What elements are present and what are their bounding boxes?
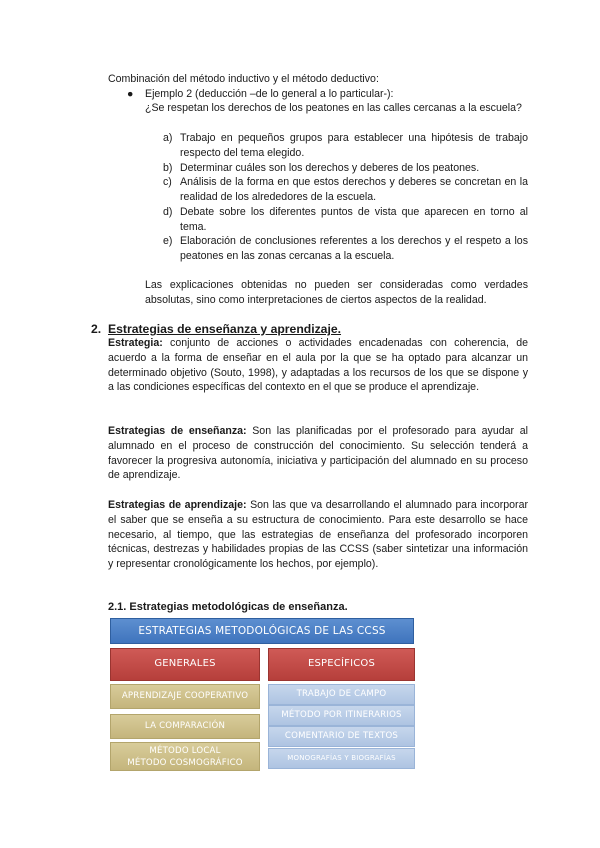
example-question: ¿Se respetan los derechos de los peatones en las calles cercanas a la escuela? bbox=[145, 102, 522, 114]
term-estrategia: Estrategia: bbox=[108, 337, 163, 349]
category-generales: GENERALES bbox=[110, 648, 260, 681]
bullet-icon: ● bbox=[127, 88, 134, 100]
section-title: Estrategias de enseñanza y aprendizaje. bbox=[108, 322, 342, 336]
specific-item: MONOGRAFÍAS Y BIOGRAFÍAS bbox=[268, 748, 415, 769]
list-item bbox=[163, 161, 528, 176]
example-conclusion: Las explicaciones obtenidas no pueden ser consideradas como verdades absolutas, sino como interpretaciones de ciertos aspectos de la realidad. bbox=[145, 279, 528, 306]
definition-estrategia: conjunto de acciones o actividades encadenadas con coherencia, de acuerdo a la forma de enseñar en el aula por la que se ha optado para alcanzar un determinado objetivo (Souto, 1998), y adaptadas a los recursos de los que se dispone y a las condiciones específicas del contexto en el que se produce el aprendizaje. bbox=[108, 337, 528, 394]
list-item bbox=[163, 234, 528, 264]
diagram-header: ESTRATEGIAS METODOLÓGICAS DE LAS CCSS bbox=[110, 618, 414, 644]
list-text: Elaboración de conclusiones referentes a los derechos y el respeto a los peatones en las zonas cercanas a la escuela. bbox=[180, 235, 528, 262]
term-ensenanza: Estrategias de enseñanza: bbox=[108, 425, 247, 437]
list-text: Determinar cuáles son los derechos y deberes de los peatones. bbox=[180, 162, 480, 174]
list-letter: a) bbox=[163, 132, 173, 144]
section-number: 2. bbox=[91, 322, 102, 336]
list-item bbox=[163, 205, 528, 235]
list-text: Trabajo en pequeños grupos para establecer una hipótesis de trabajo respecto del tema elegido. bbox=[180, 132, 528, 159]
definition-ensenanza: Son las planificadas por el profesorado para ayudar al alumnado en el proceso de construcción del conocimiento. Su selección tenderá a favorecer la progresiva autonomía, iniciativa y participación del alumnado en su proceso de aprendizaje. bbox=[108, 425, 528, 482]
list-letter: c) bbox=[163, 176, 172, 188]
specific-item: COMENTARIO DE TEXTOS bbox=[268, 726, 415, 747]
example-title: Ejemplo 2 (deducción –de lo general a lo particular-): bbox=[145, 88, 394, 100]
paragraph-estrategia bbox=[108, 336, 528, 395]
specific-item: TRABAJO DE CAMPO bbox=[268, 684, 415, 705]
intro-line: Combinación del método inductivo y el método deductivo: bbox=[108, 73, 379, 85]
paragraph-ensenanza bbox=[108, 424, 528, 483]
list-item bbox=[163, 131, 528, 161]
specific-item: MÉTODO POR ITINERARIOS bbox=[268, 705, 415, 726]
strategies-diagram bbox=[108, 618, 418, 770]
general-item: APRENDIZAJE COOPERATIVO bbox=[110, 684, 260, 709]
method-cosmographic-label: MÉTODO COSMOGRÁFICO bbox=[127, 757, 243, 768]
method-local-label: MÉTODO LOCAL bbox=[149, 745, 221, 756]
definition-aprendizaje: Son las que va desarrollando el alumnado para incorporar el saber que se enseña a su estructura de conocimiento. Para este desarrollo se hace necesario, al tiempo, que las estrategias de enseñanza del profesorado incorporen técnicas, destrezas y habilidades propias de las CCSS (saber sintetizar una información y representar cronológicamente los hechos, por ejemplo). bbox=[108, 499, 529, 571]
list-letter: e) bbox=[163, 235, 173, 247]
list-letter: b) bbox=[163, 162, 173, 174]
category-especificos: ESPECÍFICOS bbox=[268, 648, 415, 681]
subsection-title: 2.1. Estrategias metodológicas de enseñanza. bbox=[108, 601, 348, 613]
list-text: Debate sobre los diferentes puntos de vista que aparecen en torno al tema. bbox=[180, 206, 528, 233]
general-item: LA COMPARACIÓN bbox=[110, 714, 260, 739]
paragraph-aprendizaje bbox=[108, 498, 528, 572]
list-text: Análisis de la forma en que estos derechos y deberes se concretan en la realidad de los alrededores de la escuela. bbox=[180, 176, 528, 203]
list-item bbox=[163, 175, 528, 205]
general-item-methods bbox=[110, 742, 260, 771]
list-letter: d) bbox=[163, 206, 173, 218]
term-aprendizaje: Estrategias de aprendizaje: bbox=[108, 499, 247, 511]
